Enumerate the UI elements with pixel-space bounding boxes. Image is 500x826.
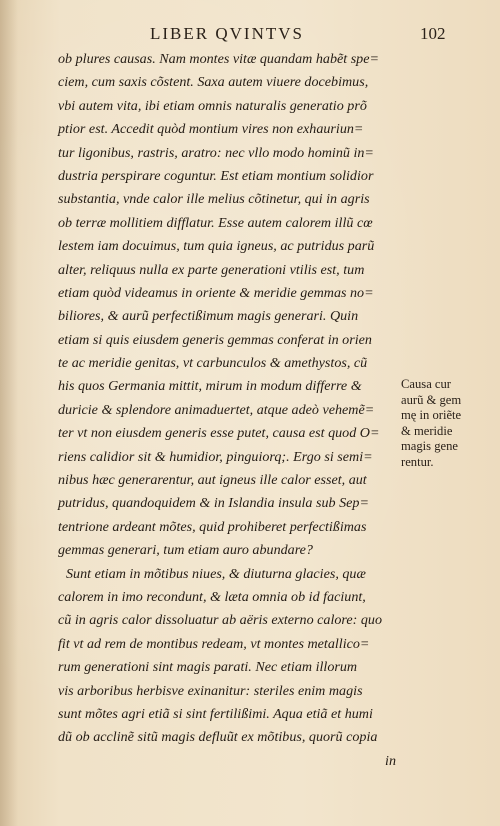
text-line: tentrione ardeant mõtes, quid prohiberet perfectißimas (58, 518, 367, 535)
running-head: LIBER QVINTVS (150, 24, 304, 43)
text-line: nibus hæc generarentur, aut igneus ille calor esset, aut (58, 472, 367, 489)
text-line: ob plures causas. Nam montes vitæ quandam habẽt spe= (58, 51, 379, 67)
text-line: sunt mõtes agri etiã si sint fertilißimi. Aqua etiã et humi (58, 705, 373, 722)
text-line: fit vt ad rem de montibus redeam, vt montes metallico= (58, 635, 370, 652)
text-line: riens calidior sit & humidior, pinguiorq;. Ergo si semi= (58, 448, 373, 465)
margin-note-line: rentur. (401, 454, 434, 469)
text-line: etiam si quis eiusdem generis gemmas conferat in orien (58, 331, 372, 348)
text-line: ptior est. Accedit quòd montium vires non exhauriun= (58, 121, 364, 138)
text-line: biliores, & aurũ perfectißimum magis generari. Quin (58, 308, 359, 325)
text-line: dũ ob acclinẽ sitũ magis defluũt ex mõtibus, quorũ copia (58, 729, 378, 746)
text-line: rum generationi sint magis parati. Nec etiam illorum (58, 659, 358, 676)
catchword: in (385, 752, 396, 769)
text-line: duricie & splendore animaduertet, atque adeò vehemẽ= (58, 401, 375, 418)
text-line: etiam quòd videamus in oriente & meridie gemmas no= (58, 284, 374, 301)
text-line: ter vt non eiusdem generis esse putet, causa est quod O= (58, 425, 380, 442)
text-line: calorem in imo recondunt, & læta omnia ob id faciunt, (58, 588, 366, 605)
paragraph-start-line: Sunt etiam in mõtibus niues, & diuturna glacies, quæ (66, 565, 366, 582)
margin-note-line: magis gene (401, 439, 459, 453)
text-line: vis arboribus herbisve exinanitur: steriles enim magis (58, 682, 363, 699)
margin-note-line: mę in oriẽte (401, 408, 462, 422)
text-line: cũ in agris calor dissoluatur ab aëris externo calore: quo (58, 612, 382, 629)
text-line: ob terræ mollitiem difflatur. Esse autem calorem illũ cœ (58, 214, 373, 231)
text-line: his quos Germania mittit, mirum in modum differre & (58, 378, 362, 395)
text-line: tur ligonibus, rastris, aratro: nec vllo modo hominũ in= (58, 144, 374, 161)
text-line: alter, reliquus nulla ex parte generationi vtilis est, tum (58, 261, 365, 278)
margin-note (401, 377, 483, 470)
page-number: 102 (420, 24, 446, 43)
margin-note-line: Causa cur (401, 377, 452, 391)
text-line: lestem iam docuimus, tum quia igneus, ac putridus parũ (58, 238, 375, 255)
text-line: gemmas generari, tum etiam auro abundare? (58, 542, 313, 559)
text-line: vbi autem vita, ibi etiam omnis naturalis generatio prõ (58, 97, 367, 114)
text-line: te ac meridie genitas, vt carbunculos & amethystos, cũ (58, 355, 368, 372)
text-line: putridus, quandoquidem & in Islandia insula sub Sep= (58, 495, 369, 512)
text-line: substantia, vnde calor ille melius cõtinetur, qui in agris (58, 191, 370, 208)
text-line: ciem, cum saxis cõstent. Saxa autem viuere docebimus, (58, 74, 369, 91)
margin-note-line: aurũ & gem (401, 392, 462, 407)
main-text-block (58, 48, 398, 773)
text-line: dustria perspirare coguntur. Est etiam montium solidior (58, 167, 374, 184)
gutter-shadow (0, 0, 18, 826)
margin-note-line: & meridie (401, 423, 453, 438)
